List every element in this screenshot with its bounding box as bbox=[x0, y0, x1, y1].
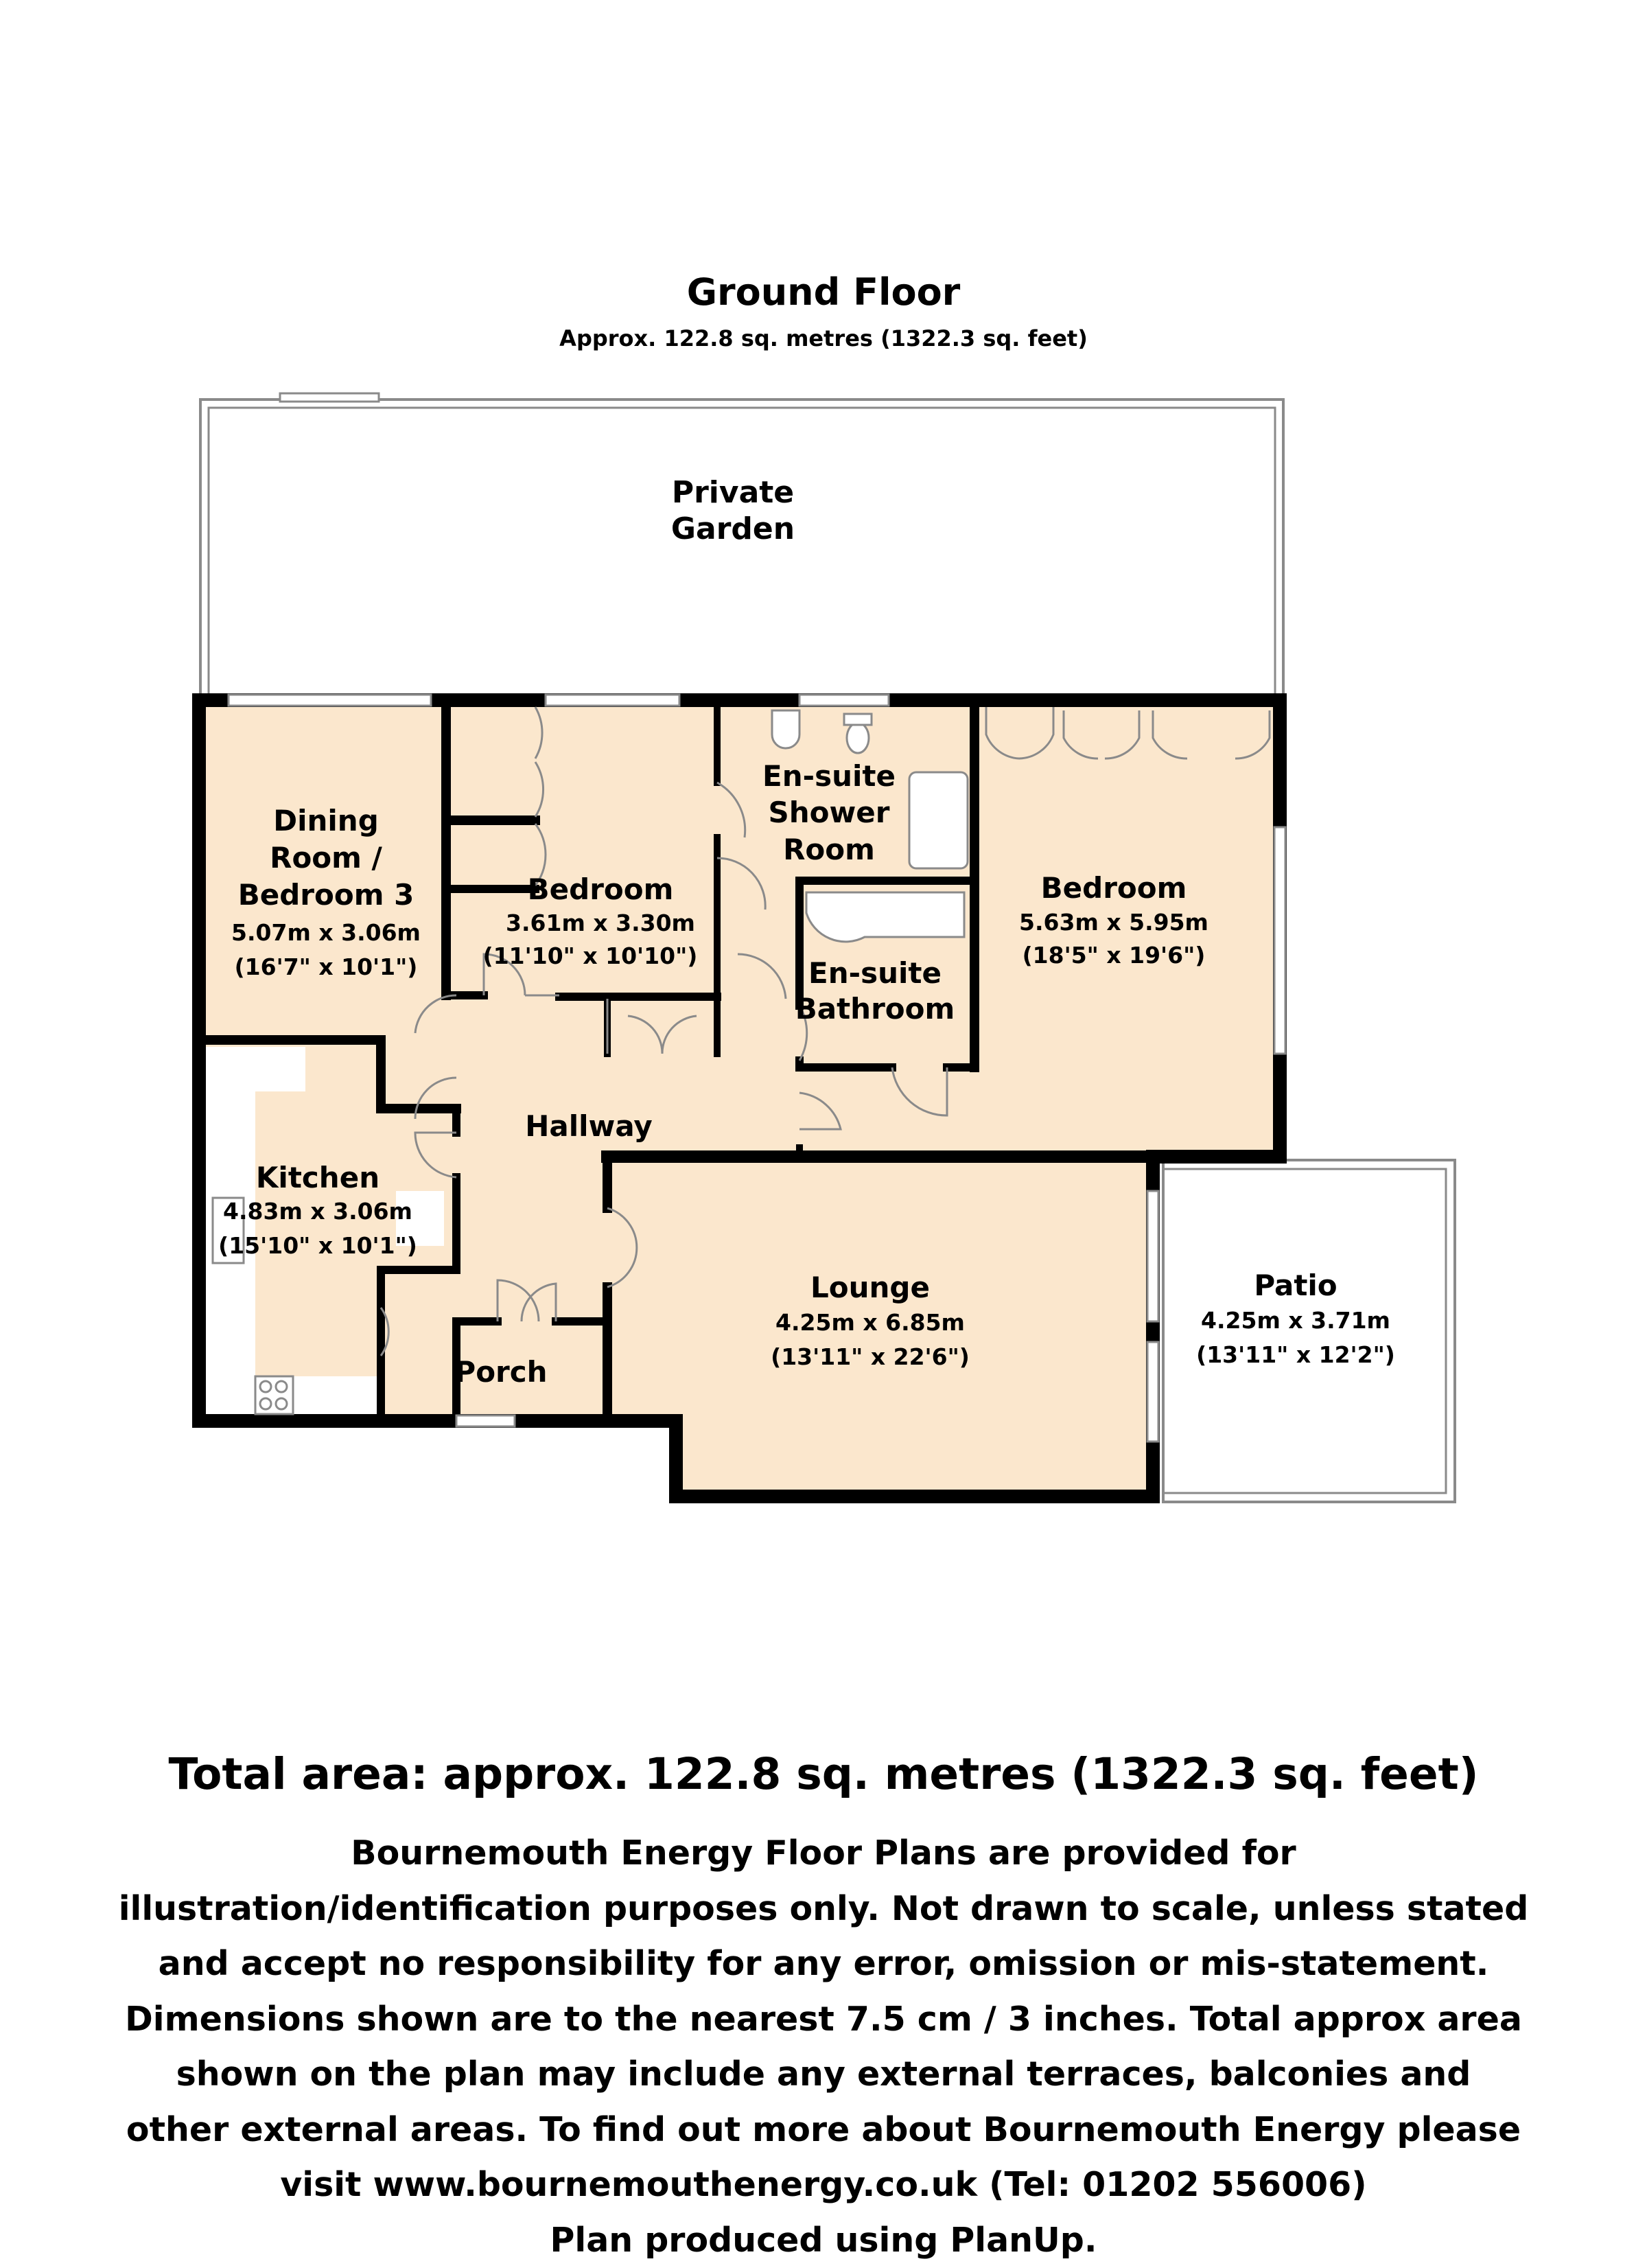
bathroom-label-line1: En-suite bbox=[808, 956, 942, 990]
private-garden bbox=[200, 393, 1283, 702]
disclaimer-line: Plan produced using PlanUp. bbox=[0, 2213, 1647, 2268]
bathroom-label-line2: Bathroom bbox=[795, 992, 955, 1026]
bedroom1-dimensions-metric: 5.63m x 5.95m bbox=[1019, 909, 1208, 936]
dining-label-line1: Dining bbox=[273, 804, 379, 837]
patio-dimensions-imperial: (13'11" x 12'2") bbox=[1196, 1341, 1395, 1368]
shower-tray bbox=[909, 772, 968, 868]
kitchen-worktop-corner bbox=[206, 1047, 305, 1091]
lounge-dimensions-metric: 4.25m x 6.85m bbox=[775, 1309, 965, 1336]
bedroom1-label: Bedroom bbox=[1041, 871, 1187, 905]
disclaimer-line: Dimensions shown are to the nearest 7.5 cm / 3 inches. Total approx area bbox=[0, 1992, 1647, 2048]
shower-room-label-line1: En-suite bbox=[762, 759, 896, 793]
hallway-label: Hallway bbox=[525, 1109, 653, 1143]
dining-dimensions-imperial: (16'7" x 10'1") bbox=[235, 953, 418, 980]
disclaimer-line: visit www.bournemouthenergy.co.uk (Tel: 01202 556006) bbox=[0, 2157, 1647, 2213]
dining-dimensions-metric: 5.07m x 3.06m bbox=[231, 919, 421, 946]
patio-label: Patio bbox=[1254, 1269, 1337, 1302]
kitchen-dimensions-imperial: (15'10" x 10'1") bbox=[218, 1232, 417, 1259]
shower-room-label-line3: Room bbox=[783, 833, 875, 866]
garden-window bbox=[280, 393, 379, 402]
disclaimer-line: and accept no responsibility for any error, omission or mis-statement. bbox=[0, 1936, 1647, 1992]
lounge-dimensions-imperial: (13'11" x 22'6") bbox=[771, 1343, 970, 1370]
basin bbox=[772, 710, 799, 748]
garden-label-line1: Private bbox=[672, 475, 794, 510]
porch-label: Porch bbox=[454, 1355, 547, 1389]
bath bbox=[806, 892, 964, 942]
hob bbox=[255, 1376, 293, 1414]
disclaimer-line: shown on the plan may include any external terraces, balconies and bbox=[0, 2047, 1647, 2103]
patio-dimensions-metric: 4.25m x 3.71m bbox=[1201, 1307, 1390, 1334]
lounge-label: Lounge bbox=[810, 1271, 930, 1304]
shower-room-label-line2: Shower bbox=[768, 796, 889, 829]
disclaimer-line: Bournemouth Energy Floor Plans are provided for bbox=[0, 1826, 1647, 1882]
disclaimer-line: other external areas. To find out more about Bournemouth Energy please bbox=[0, 2103, 1647, 2158]
bedroom2-label: Bedroom bbox=[528, 872, 674, 906]
dining-label-line2: Room / bbox=[270, 841, 382, 875]
floor-title: Ground Floor bbox=[0, 270, 1647, 314]
floor-area-subtitle: Approx. 122.8 sq. metres (1322.3 sq. feet) bbox=[0, 325, 1647, 351]
disclaimer-line: illustration/identification purposes only. Not drawn to scale, unless stated bbox=[0, 1882, 1647, 1937]
garden-label-line2: Garden bbox=[671, 511, 795, 546]
total-area: Total area: approx. 122.8 sq. metres (1322.3 sq. feet) bbox=[0, 1749, 1647, 1799]
bedroom1-dimensions-imperial: (18'5" x 19'6") bbox=[1023, 942, 1206, 969]
toilet bbox=[847, 723, 869, 753]
bedroom2-dimensions-imperial: (11'10" x 10'10") bbox=[483, 942, 698, 969]
dining-label-line3: Bedroom 3 bbox=[238, 878, 414, 912]
kitchen-label: Kitchen bbox=[256, 1161, 379, 1194]
bedroom2-dimensions-metric: 3.61m x 3.30m bbox=[506, 910, 695, 936]
disclaimer bbox=[0, 1826, 1647, 2268]
kitchen-dimensions-metric: 4.83m x 3.06m bbox=[223, 1198, 412, 1225]
